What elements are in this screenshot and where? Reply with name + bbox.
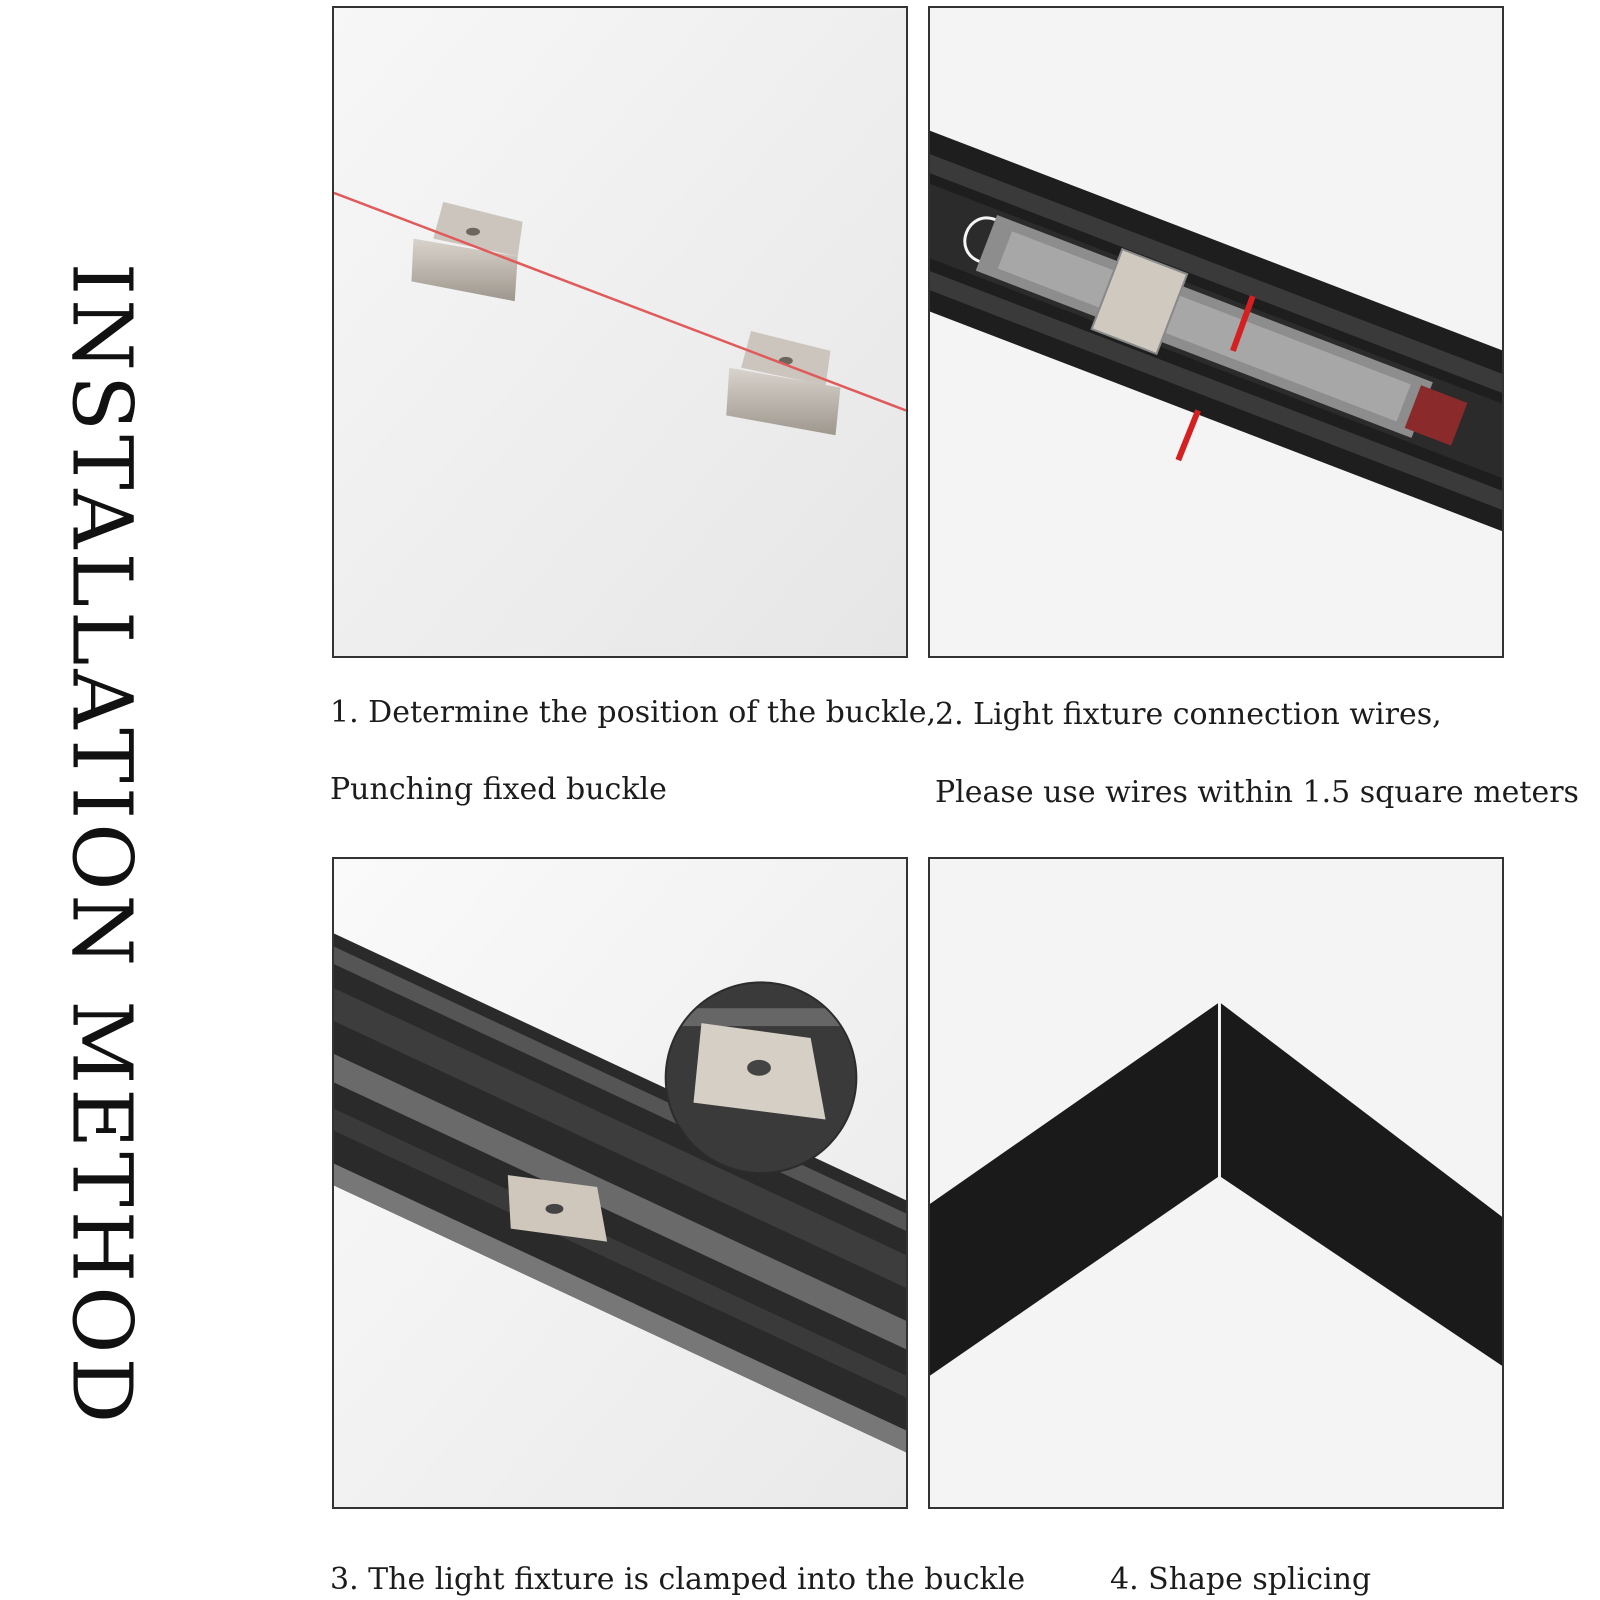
page-title-text: INSTALLATION METHOD [53, 262, 149, 1428]
step-2-caption-line2: Please use wires within 1.5 square meters [935, 775, 1579, 810]
step-1-image [332, 6, 908, 658]
step-1-illustration [334, 8, 906, 656]
page-title [53, 200, 149, 1490]
step-1-caption-line2: Punching fixed buckle [330, 772, 667, 807]
step-3-image [332, 857, 908, 1509]
step-1-caption-line1: 1. Determine the position of the buckle, [330, 695, 937, 730]
step-2-image [928, 6, 1504, 658]
step-3-illustration [334, 859, 906, 1507]
step-4-illustration [930, 859, 1502, 1507]
step-2-illustration [930, 8, 1502, 656]
step-2-caption-line1: 2. Light fixture connection wires, [935, 697, 1442, 732]
step-4-image [928, 857, 1504, 1509]
step-4-caption: 4. Shape splicing [1110, 1562, 1372, 1597]
step-3-caption: 3. The light fixture is clamped into the buckle [330, 1562, 1026, 1597]
